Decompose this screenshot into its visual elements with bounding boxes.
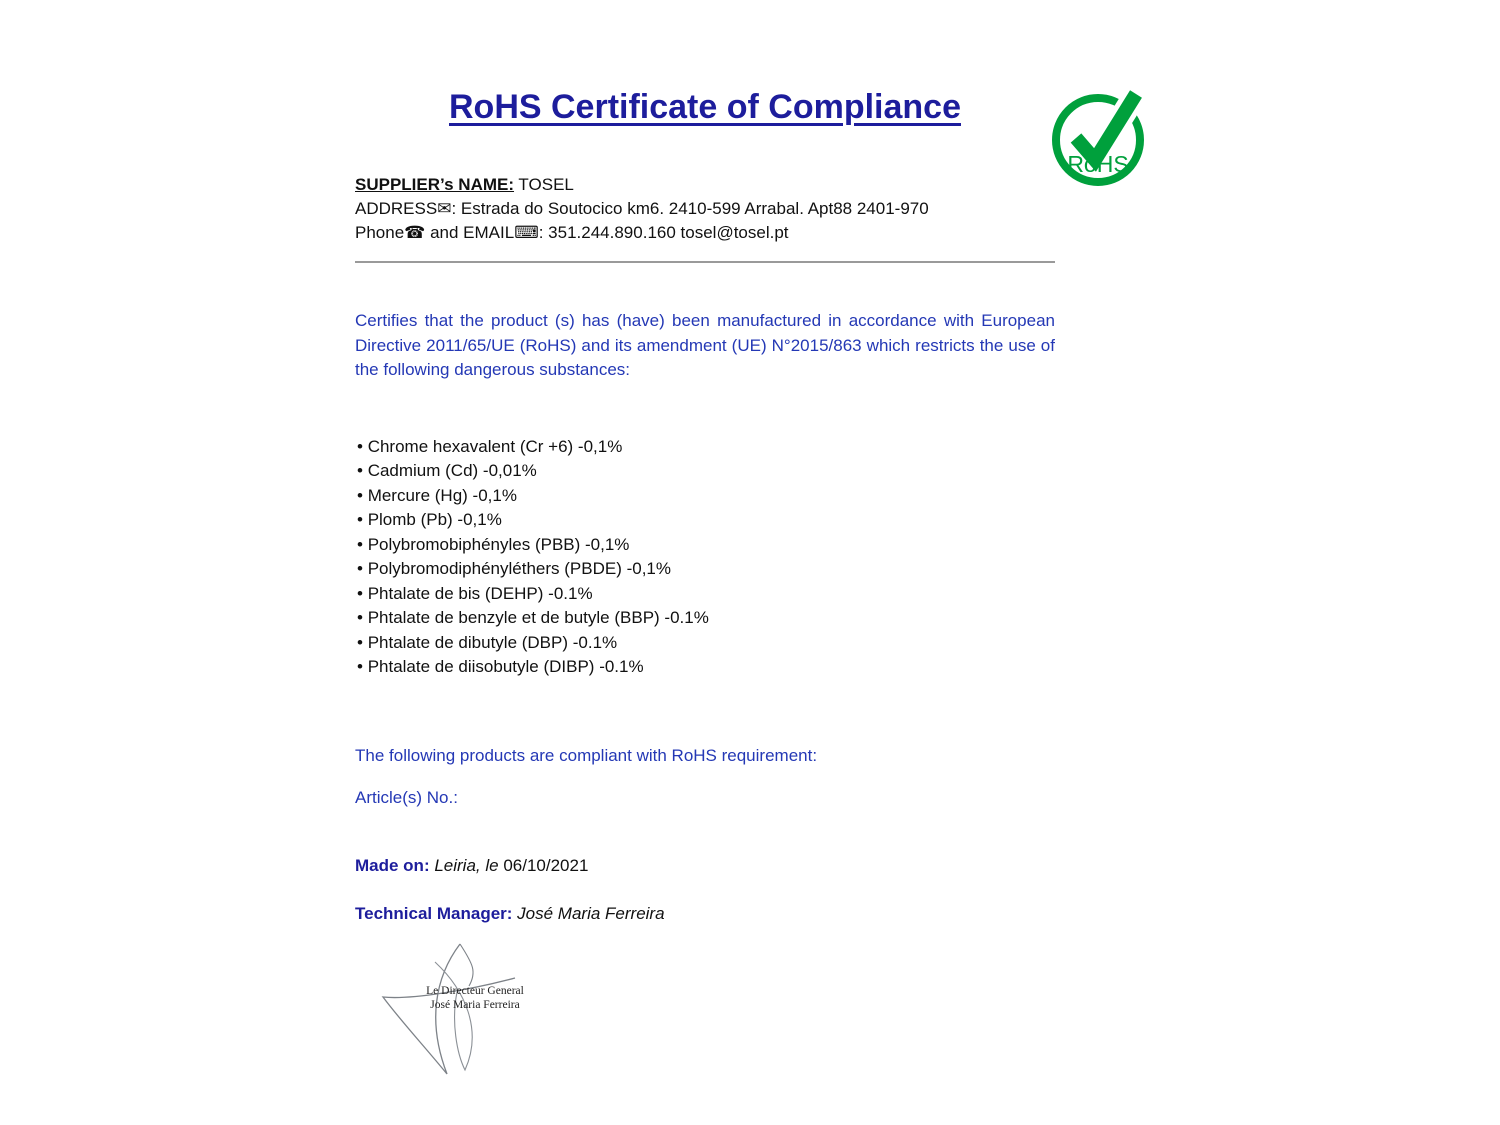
supplier-contact-line	[355, 221, 1055, 245]
technical-manager-label: Technical Manager:	[355, 903, 513, 923]
page-title: RoHS Certificate of Compliance	[449, 88, 961, 126]
phone-label: Phone	[355, 223, 405, 242]
made-on-place: Leiria, le	[429, 855, 504, 875]
header-divider	[355, 261, 1055, 263]
certifies-paragraph: Certifies that the product (s) has (have) been manufactured in accordance with European Directive 2011/65/UE (RoHS) and its amendment (UE) N°2015/863 which restricts the use of the following dangerous substances:	[355, 311, 1055, 379]
signature-block	[365, 942, 585, 1082]
list-item: • Mercure (Hg) -0,1%	[357, 484, 1055, 509]
list-item: • Polybromodiphényléthers (PBDE) -0,1%	[357, 557, 1055, 582]
supplier-name-value: TOSEL	[514, 175, 574, 194]
made-on-label: Made on:	[355, 855, 430, 875]
list-item: • Phtalate de bis (DEHP) -0.1%	[357, 582, 1055, 607]
svg-text:RoHS: RoHS	[1067, 151, 1129, 177]
article-number-line: Article(s) No.:	[355, 787, 458, 807]
signature-line1: Le Directeur General	[426, 984, 524, 997]
list-item: • Phtalate de benzyle et de butyle (BBP) -0.1%	[357, 606, 1055, 631]
supplier-block	[355, 173, 1055, 245]
list-item: • Phtalate de dibutyle (DBP) -0.1%	[357, 631, 1055, 656]
document-content	[355, 88, 1055, 1082]
contact-value: : 351.244.890.160 tosel@tosel.pt	[538, 223, 789, 242]
list-item: • Plomb (Pb) -0,1%	[357, 508, 1055, 533]
supplier-name-label: SUPPLIER’s NAME:	[355, 175, 515, 194]
supplier-address-line	[355, 197, 1055, 221]
technical-manager-name: José Maria Ferreira	[512, 903, 665, 923]
address-value: : Estrada do Soutocico km6. 2410-599 Arrabal. Apt88 2401-970	[451, 199, 929, 218]
phone-icon: ☎	[404, 223, 426, 242]
keyboard-icon: ⌨	[514, 223, 539, 242]
made-on-line	[355, 856, 1055, 876]
technical-manager-line	[355, 904, 1055, 924]
email-label: and EMAIL	[425, 223, 515, 242]
compliance-statement: The following products are compliant with RoHS requirement:	[355, 745, 818, 765]
rohs-logo	[1050, 80, 1152, 190]
rohs-checkmark-icon	[1050, 80, 1152, 190]
signature-line2: José Maria Ferreira	[430, 998, 520, 1011]
signature-scribble	[365, 942, 585, 1082]
list-item: • Cadmium (Cd) -0,01%	[357, 459, 1055, 484]
list-item: • Chrome hexavalent (Cr +6) -0,1%	[357, 435, 1055, 460]
substances-list	[355, 435, 1055, 680]
supplier-name-line	[355, 173, 1055, 197]
made-on-date: 06/10/2021	[503, 855, 589, 875]
list-item: • Polybromobiphényles (PBB) -0,1%	[357, 533, 1055, 558]
envelope-icon: ✉	[437, 199, 452, 218]
signature-text	[395, 984, 555, 1012]
list-item: • Phtalate de diisobutyle (DIBP) -0.1%	[357, 655, 1055, 680]
address-label: ADDRESS	[355, 199, 438, 218]
